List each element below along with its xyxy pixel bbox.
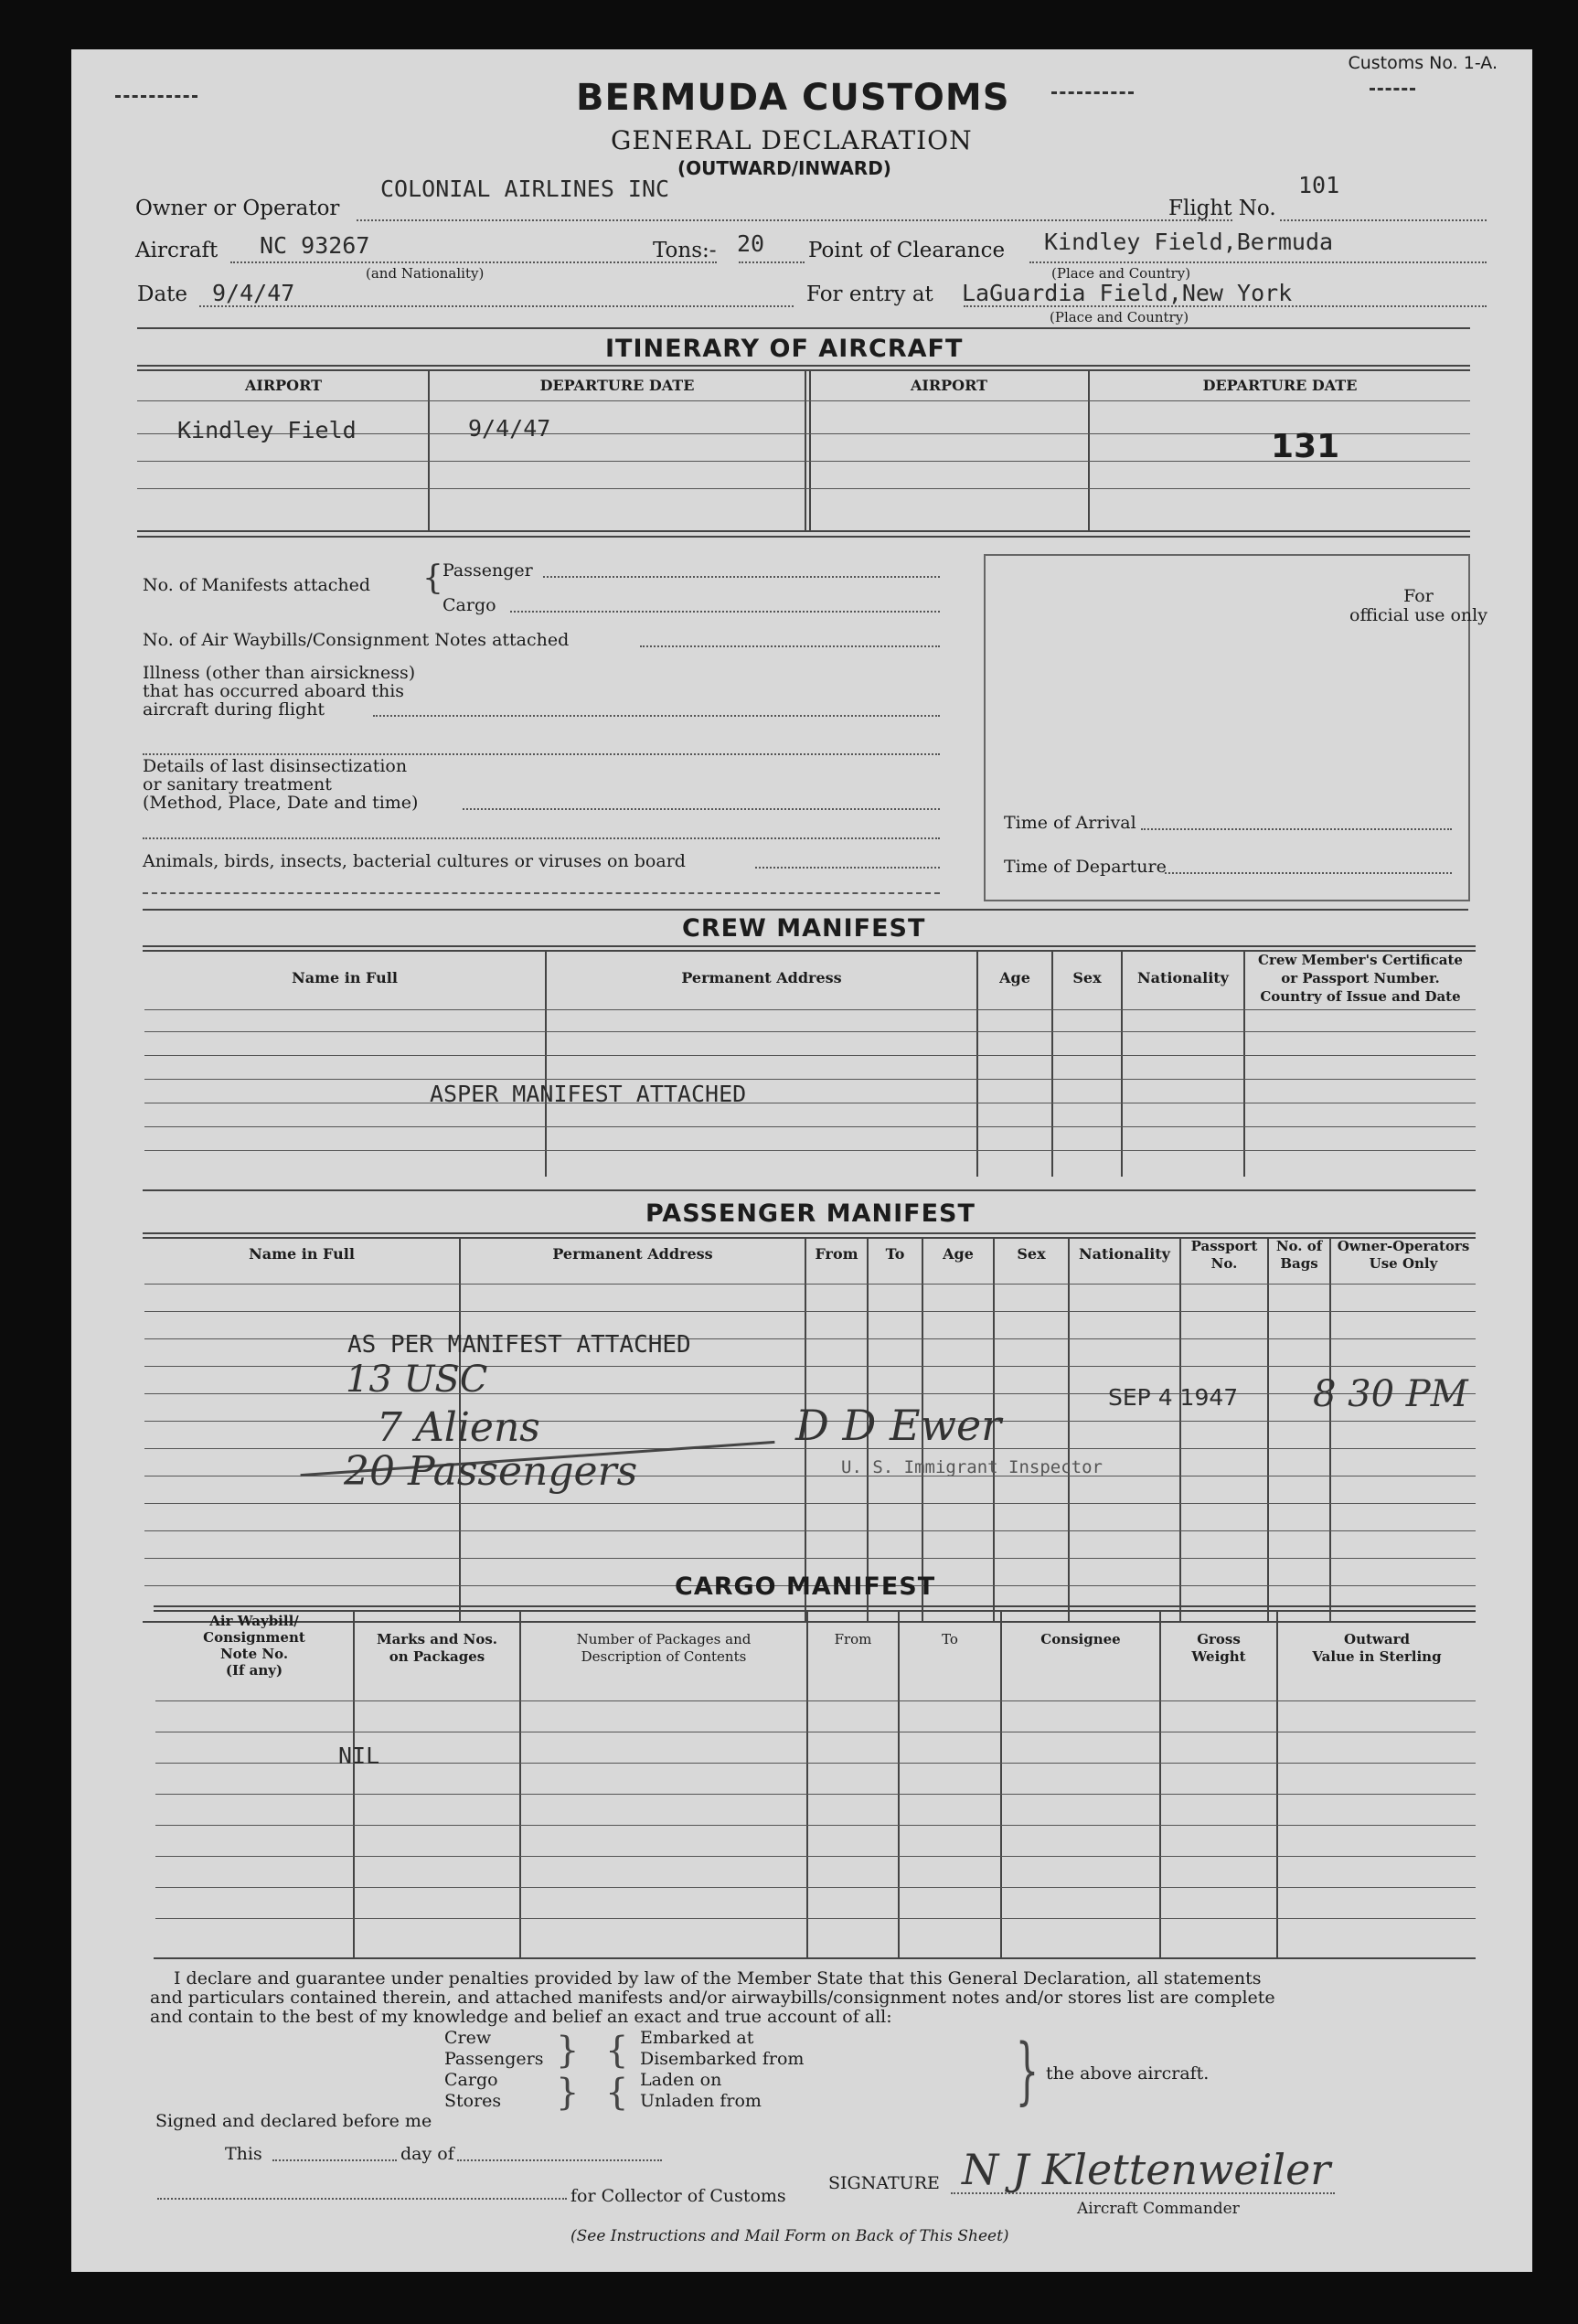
itin-row1-airport: Kindley Field bbox=[177, 417, 357, 443]
rule bbox=[155, 1918, 1476, 1919]
stamp-number: 131 bbox=[1271, 428, 1340, 465]
pax-header-bags: No. of Bags bbox=[1275, 1238, 1323, 1272]
illness-dotline-2 bbox=[143, 753, 940, 755]
this-dotline bbox=[272, 2159, 397, 2161]
clearance-dotline bbox=[1029, 261, 1487, 263]
rule bbox=[144, 1284, 1476, 1285]
rule bbox=[155, 1887, 1476, 1888]
date-value: 9/4/47 bbox=[212, 280, 295, 306]
itin-header-date-2: DEPARTURE DATE bbox=[1202, 377, 1358, 394]
aircraft-dotline bbox=[230, 261, 717, 263]
day-of-label: day of bbox=[400, 2144, 454, 2164]
collector-dotline bbox=[157, 2198, 567, 2200]
col-divider bbox=[806, 1610, 808, 1957]
immigration-stamp-time: 8 30 PM bbox=[1313, 1373, 1468, 1415]
declaration-above: the above aircraft. bbox=[1046, 2063, 1210, 2084]
itin-header-airport-1: AIRPORT bbox=[244, 377, 323, 394]
footer-note: (See Instructions and Mail Form on Back of This Sheet) bbox=[570, 2227, 1009, 2245]
details-bottom-rule bbox=[143, 892, 940, 894]
cargo-header-to: To bbox=[942, 1631, 958, 1647]
rule bbox=[143, 945, 1476, 947]
declaration-text: I declare and guarantee under penalties provided by law of the Member State that this General Declaration, all statements and particulars contained therein, and attached manifests and/or airwaybills/consignment notes and/or stores list are complete and contain to the best of my knowledge and belief an exact and true account of all: bbox=[150, 1968, 1275, 2027]
pax-header-owner: Owner-Operators Use Only bbox=[1337, 1238, 1470, 1272]
form-subtitle: GENERAL DECLARATION bbox=[611, 125, 973, 155]
stray-mark bbox=[1051, 91, 1134, 94]
owner-dotline bbox=[357, 219, 1232, 221]
crew-title: CREW MANIFEST bbox=[682, 914, 926, 943]
rule bbox=[144, 1393, 1476, 1394]
cargo-header-consignee: Consignee bbox=[1040, 1631, 1121, 1647]
cargo-header-value: Outward Value in Sterling bbox=[1312, 1631, 1442, 1665]
clearance-value: Kindley Field,Bermuda bbox=[1044, 229, 1334, 255]
animals-dotline bbox=[755, 867, 940, 869]
time-departure-dotline bbox=[1165, 872, 1452, 874]
entry-note: (Place and Country) bbox=[1050, 309, 1189, 325]
pax-header-to: To bbox=[885, 1245, 905, 1263]
official-use-label: For official use only bbox=[1349, 586, 1487, 625]
disinsect-label: Details of last disinsectization or sanitary treatment (Method, Place, Date and time) bbox=[143, 756, 419, 813]
clearance-note: (Place and Country) bbox=[1051, 265, 1191, 282]
rule bbox=[155, 1700, 1476, 1701]
itin-header-airport-2: AIRPORT bbox=[910, 377, 988, 394]
crew-header-certificate: Crew Member's Certificate or Passport Number. Country of Issue and Date bbox=[1258, 952, 1463, 1005]
rule bbox=[154, 1605, 1476, 1607]
rule bbox=[137, 400, 1470, 401]
passenger-dotline bbox=[543, 576, 940, 578]
col-divider bbox=[1000, 1610, 1002, 1957]
pax-header-age: Age bbox=[943, 1245, 974, 1263]
rule bbox=[155, 1794, 1476, 1795]
pax-header-nationality: Nationality bbox=[1079, 1245, 1170, 1263]
rule bbox=[144, 1150, 1476, 1151]
commander-signature: N J Klettenweiler bbox=[962, 2145, 1331, 2194]
declaration-items-mid: Embarked at Disembarked from Laden on Unladen from bbox=[640, 2028, 805, 2111]
cargo-header-from: From bbox=[834, 1631, 872, 1647]
rule bbox=[137, 327, 1470, 329]
rule bbox=[144, 1530, 1476, 1531]
tons-value: 20 bbox=[737, 230, 765, 257]
illness-label: Illness (other than airsickness) that has occurred aboard this aircraft during flight bbox=[143, 663, 416, 720]
disinsect-dotline-2 bbox=[143, 837, 940, 839]
cargo-dotline bbox=[510, 611, 940, 613]
rule bbox=[137, 365, 1470, 367]
itin-row1-date: 9/4/47 bbox=[468, 415, 551, 442]
immigration-stamp-caption: U. S. Immigrant Inspector bbox=[841, 1457, 1103, 1477]
form-number: Customs No. 1-A. bbox=[1348, 53, 1498, 73]
waybills-dotline bbox=[640, 645, 940, 647]
itin-header-date-1: DEPARTURE DATE bbox=[539, 377, 695, 394]
stray-mark bbox=[1370, 88, 1415, 91]
cargo-header-weight: Gross Weight bbox=[1191, 1631, 1246, 1665]
aircraft-value: NC 93267 bbox=[260, 232, 370, 259]
immigration-stamp-date: SEP 4 1947 bbox=[1108, 1384, 1239, 1411]
signed-declared-label: Signed and declared before me bbox=[155, 2111, 432, 2131]
cargo-header-marks: Marks and Nos. on Packages bbox=[376, 1631, 497, 1665]
rule bbox=[143, 1232, 1476, 1234]
form-title: BERMUDA CUSTOMS bbox=[576, 77, 1010, 119]
cargo-header-packages: Number of Packages and Description of Contents bbox=[576, 1631, 752, 1665]
rule bbox=[137, 530, 1470, 532]
brace: { bbox=[422, 560, 443, 597]
rule bbox=[144, 1079, 1476, 1080]
illness-dotline bbox=[373, 715, 940, 717]
col-divider bbox=[898, 1610, 900, 1957]
rule bbox=[143, 909, 1468, 911]
flight-dotline bbox=[1280, 219, 1487, 221]
pax-header-from: From bbox=[815, 1245, 858, 1263]
collector-label: for Collector of Customs bbox=[570, 2186, 786, 2206]
rule bbox=[144, 1503, 1476, 1504]
this-label: This bbox=[225, 2144, 262, 2164]
col-divider bbox=[1068, 1237, 1070, 1621]
animals-label: Animals, birds, insects, bacterial cultures or viruses on board bbox=[143, 851, 686, 871]
rule bbox=[155, 1825, 1476, 1826]
rule bbox=[137, 369, 1470, 371]
pax-header-passport: Passport No. bbox=[1190, 1238, 1258, 1272]
cargo-header-waybill: Air Waybill/ Consignment Note No. (If any) bbox=[203, 1613, 305, 1679]
col-divider bbox=[805, 369, 806, 530]
clearance-label: Point of Clearance bbox=[808, 239, 1006, 262]
brace: } bbox=[1015, 2028, 1040, 2113]
manifests-label: No. of Manifests attached bbox=[143, 575, 371, 595]
rule bbox=[137, 488, 1470, 489]
pax-handwritten-1: 13 USC bbox=[346, 1359, 488, 1401]
passenger-label: Passenger bbox=[442, 560, 533, 581]
pax-header-sex: Sex bbox=[1017, 1245, 1046, 1263]
cargo-title: CARGO MANIFEST bbox=[675, 1572, 936, 1601]
aircraft-note: (and Nationality) bbox=[366, 265, 485, 282]
rule bbox=[144, 1031, 1476, 1032]
crew-header-sex: Sex bbox=[1072, 969, 1102, 986]
owner-label: Owner or Operator bbox=[135, 197, 340, 220]
stray-mark bbox=[115, 95, 197, 98]
time-departure-label: Time of Departure bbox=[1004, 857, 1167, 877]
rule bbox=[137, 536, 1470, 538]
rule bbox=[144, 1366, 1476, 1367]
disinsect-dotline bbox=[463, 808, 940, 810]
flight-label: Flight No. bbox=[1168, 197, 1276, 220]
date-label: Date bbox=[137, 283, 188, 306]
tons-dotline bbox=[739, 261, 805, 263]
cargo-label: Cargo bbox=[442, 595, 496, 615]
crew-header-age: Age bbox=[999, 969, 1030, 986]
rule bbox=[144, 1558, 1476, 1559]
aircraft-label: Aircraft bbox=[135, 239, 219, 262]
crew-header-nationality: Nationality bbox=[1137, 969, 1229, 986]
rule bbox=[155, 1856, 1476, 1857]
signature-label: SIGNATURE bbox=[828, 2173, 940, 2193]
brace: { { bbox=[605, 2030, 629, 2114]
itinerary-title: ITINERARY OF AIRCRAFT bbox=[605, 335, 964, 363]
form-sheet bbox=[71, 49, 1532, 2272]
crew-header-name: Name in Full bbox=[292, 969, 398, 986]
owner-value: COLONIAL AIRLINES INC bbox=[380, 176, 670, 202]
col-divider bbox=[1329, 1237, 1331, 1621]
cargo-entry: NIL bbox=[338, 1743, 380, 1769]
rule bbox=[144, 1126, 1476, 1127]
time-arrival-label: Time of Arrival bbox=[1004, 813, 1136, 833]
time-arrival-dotline bbox=[1141, 828, 1452, 830]
pax-handwritten-3: 20 Passengers bbox=[344, 1448, 638, 1495]
crew-header-address: Permanent Address bbox=[681, 969, 842, 986]
rule bbox=[144, 1338, 1476, 1339]
col-divider bbox=[1267, 1237, 1269, 1621]
pax-header-address: Permanent Address bbox=[552, 1245, 713, 1263]
rule bbox=[144, 1055, 1476, 1056]
rule bbox=[144, 1311, 1476, 1312]
tons-label: Tons:- bbox=[653, 239, 717, 262]
rule bbox=[143, 1189, 1476, 1191]
declaration-items-left: Crew Passengers Cargo Stores bbox=[444, 2028, 544, 2111]
flight-value: 101 bbox=[1298, 172, 1340, 198]
signature-dotline bbox=[951, 2192, 1335, 2194]
crew-entry: ASPER MANIFEST ATTACHED bbox=[430, 1081, 747, 1107]
pax-entry: AS PER MANIFEST ATTACHED bbox=[347, 1331, 691, 1359]
brace: } } bbox=[556, 2030, 580, 2114]
inspector-signature: D D Ewer bbox=[795, 1401, 1002, 1450]
rule bbox=[144, 1009, 1476, 1010]
rule bbox=[154, 1957, 1476, 1959]
passenger-title: PASSENGER MANIFEST bbox=[645, 1199, 976, 1228]
entry-label: For entry at bbox=[806, 283, 933, 306]
entry-value: LaGuardia Field,New York bbox=[962, 280, 1293, 306]
waybills-label: No. of Air Waybills/Consignment Notes attached bbox=[143, 630, 570, 650]
day-of-dotline bbox=[457, 2159, 662, 2161]
col-divider bbox=[1179, 1237, 1181, 1621]
commander-label: Aircraft Commander bbox=[1077, 2200, 1240, 2218]
direction-label: (OUTWARD/INWARD) bbox=[677, 157, 891, 179]
pax-header-name: Name in Full bbox=[249, 1245, 355, 1263]
pax-handwritten-2: 7 Aliens bbox=[377, 1404, 540, 1451]
